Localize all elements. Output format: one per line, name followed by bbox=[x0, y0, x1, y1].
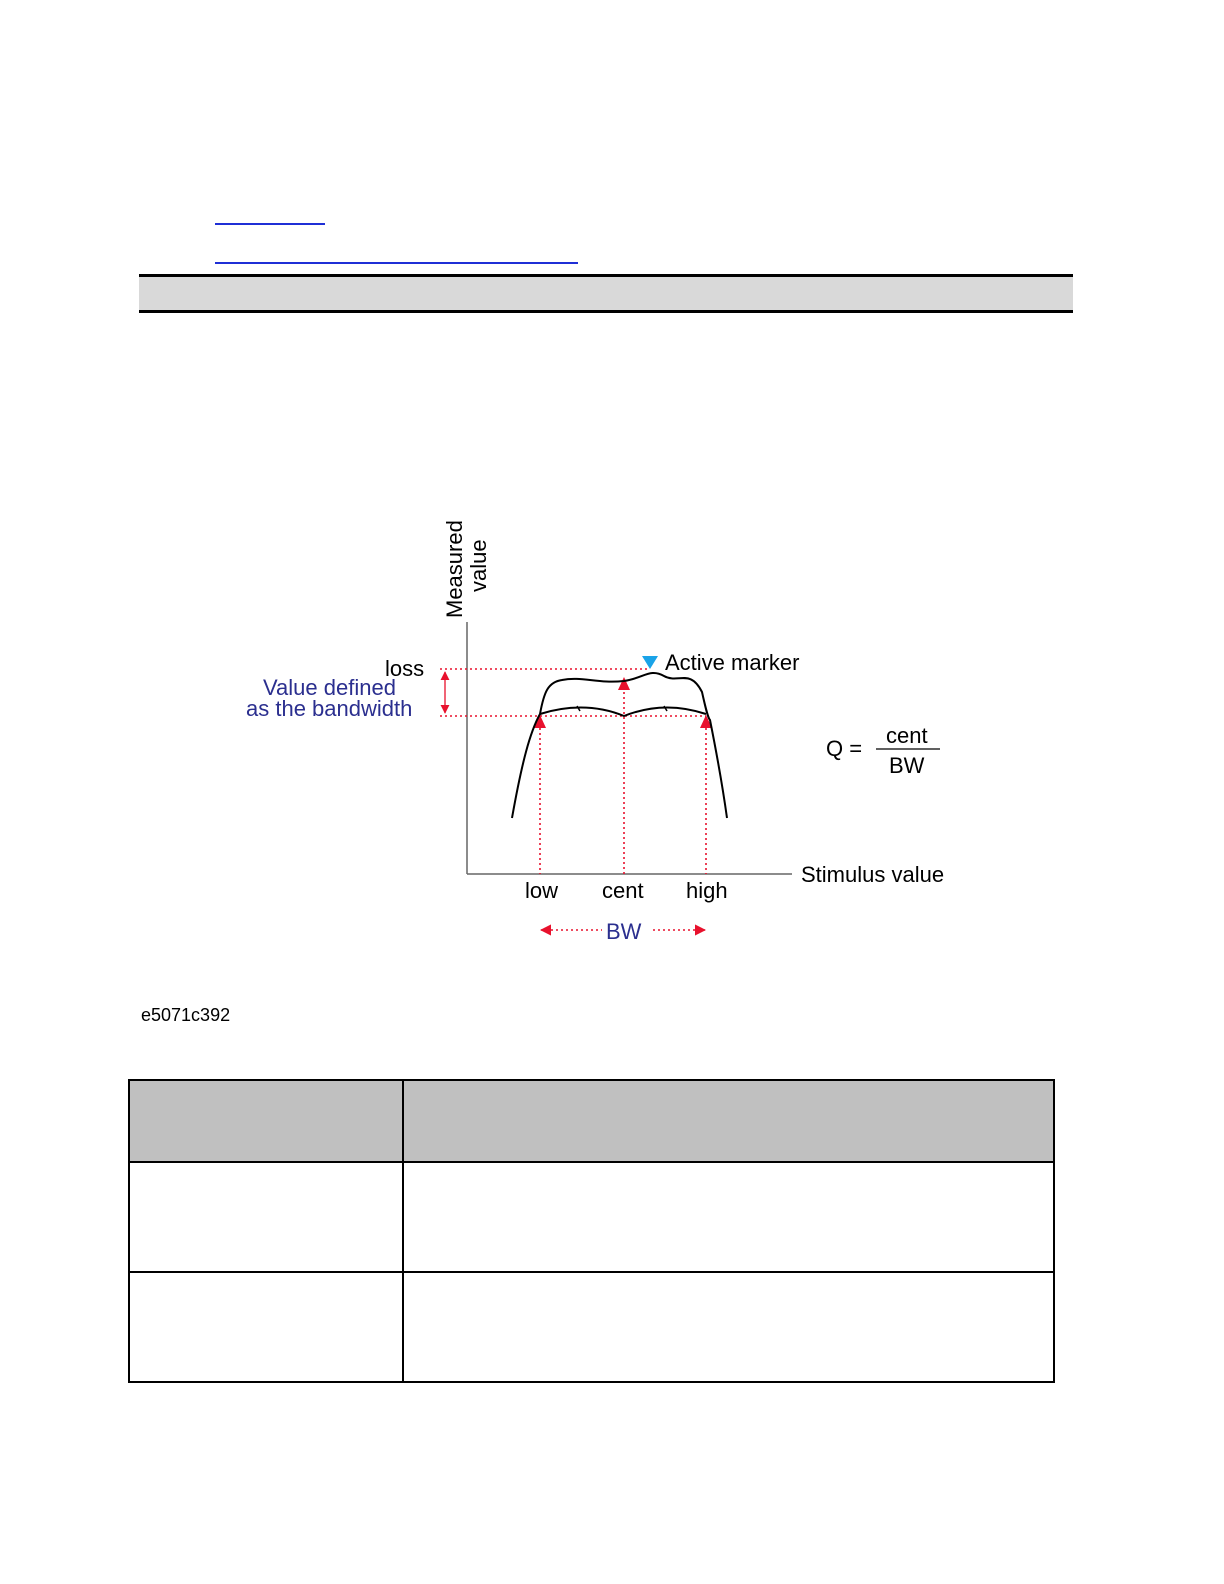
formula-numerator: cent bbox=[886, 723, 928, 748]
table-header-cell bbox=[403, 1080, 1054, 1162]
table-cell bbox=[403, 1162, 1054, 1272]
response-trace bbox=[512, 673, 727, 818]
y-axis-label-line2: value bbox=[466, 539, 491, 592]
section-heading-bar bbox=[139, 274, 1073, 313]
table-header-cell bbox=[129, 1080, 403, 1162]
link-2[interactable] bbox=[215, 262, 578, 264]
bw-label: BW bbox=[606, 919, 642, 944]
cent-label: cent bbox=[602, 878, 644, 903]
table-cell bbox=[403, 1272, 1054, 1382]
cent-arrowhead bbox=[618, 677, 630, 690]
table-row bbox=[129, 1272, 1054, 1382]
table-cell bbox=[129, 1162, 403, 1272]
figure-caption: e5071c392 bbox=[141, 1005, 231, 1025]
info-table bbox=[128, 1079, 1055, 1383]
formula-denominator: BW bbox=[889, 753, 925, 778]
y-axis-label-line1: Measured bbox=[442, 520, 467, 618]
bandwidth-label-line2: as the bandwidth bbox=[246, 696, 413, 721]
bandwidth-label-line1: Value defined bbox=[263, 675, 396, 700]
bandwidth-figure bbox=[230, 500, 990, 960]
table-cell bbox=[129, 1272, 403, 1382]
loss-label: loss bbox=[385, 656, 425, 681]
bandwidth-trace bbox=[540, 708, 706, 717]
x-axis-label: Stimulus value bbox=[801, 862, 945, 887]
high-label: high bbox=[686, 878, 728, 903]
active-marker-icon bbox=[642, 656, 658, 669]
table-row bbox=[129, 1162, 1054, 1272]
active-marker-label: Active marker bbox=[665, 650, 800, 675]
bandwidth-diagram bbox=[230, 500, 990, 960]
low-label: low bbox=[525, 878, 559, 903]
link-1[interactable] bbox=[215, 223, 325, 225]
formula-q: Q = bbox=[826, 736, 863, 761]
table-header-row bbox=[129, 1080, 1054, 1162]
